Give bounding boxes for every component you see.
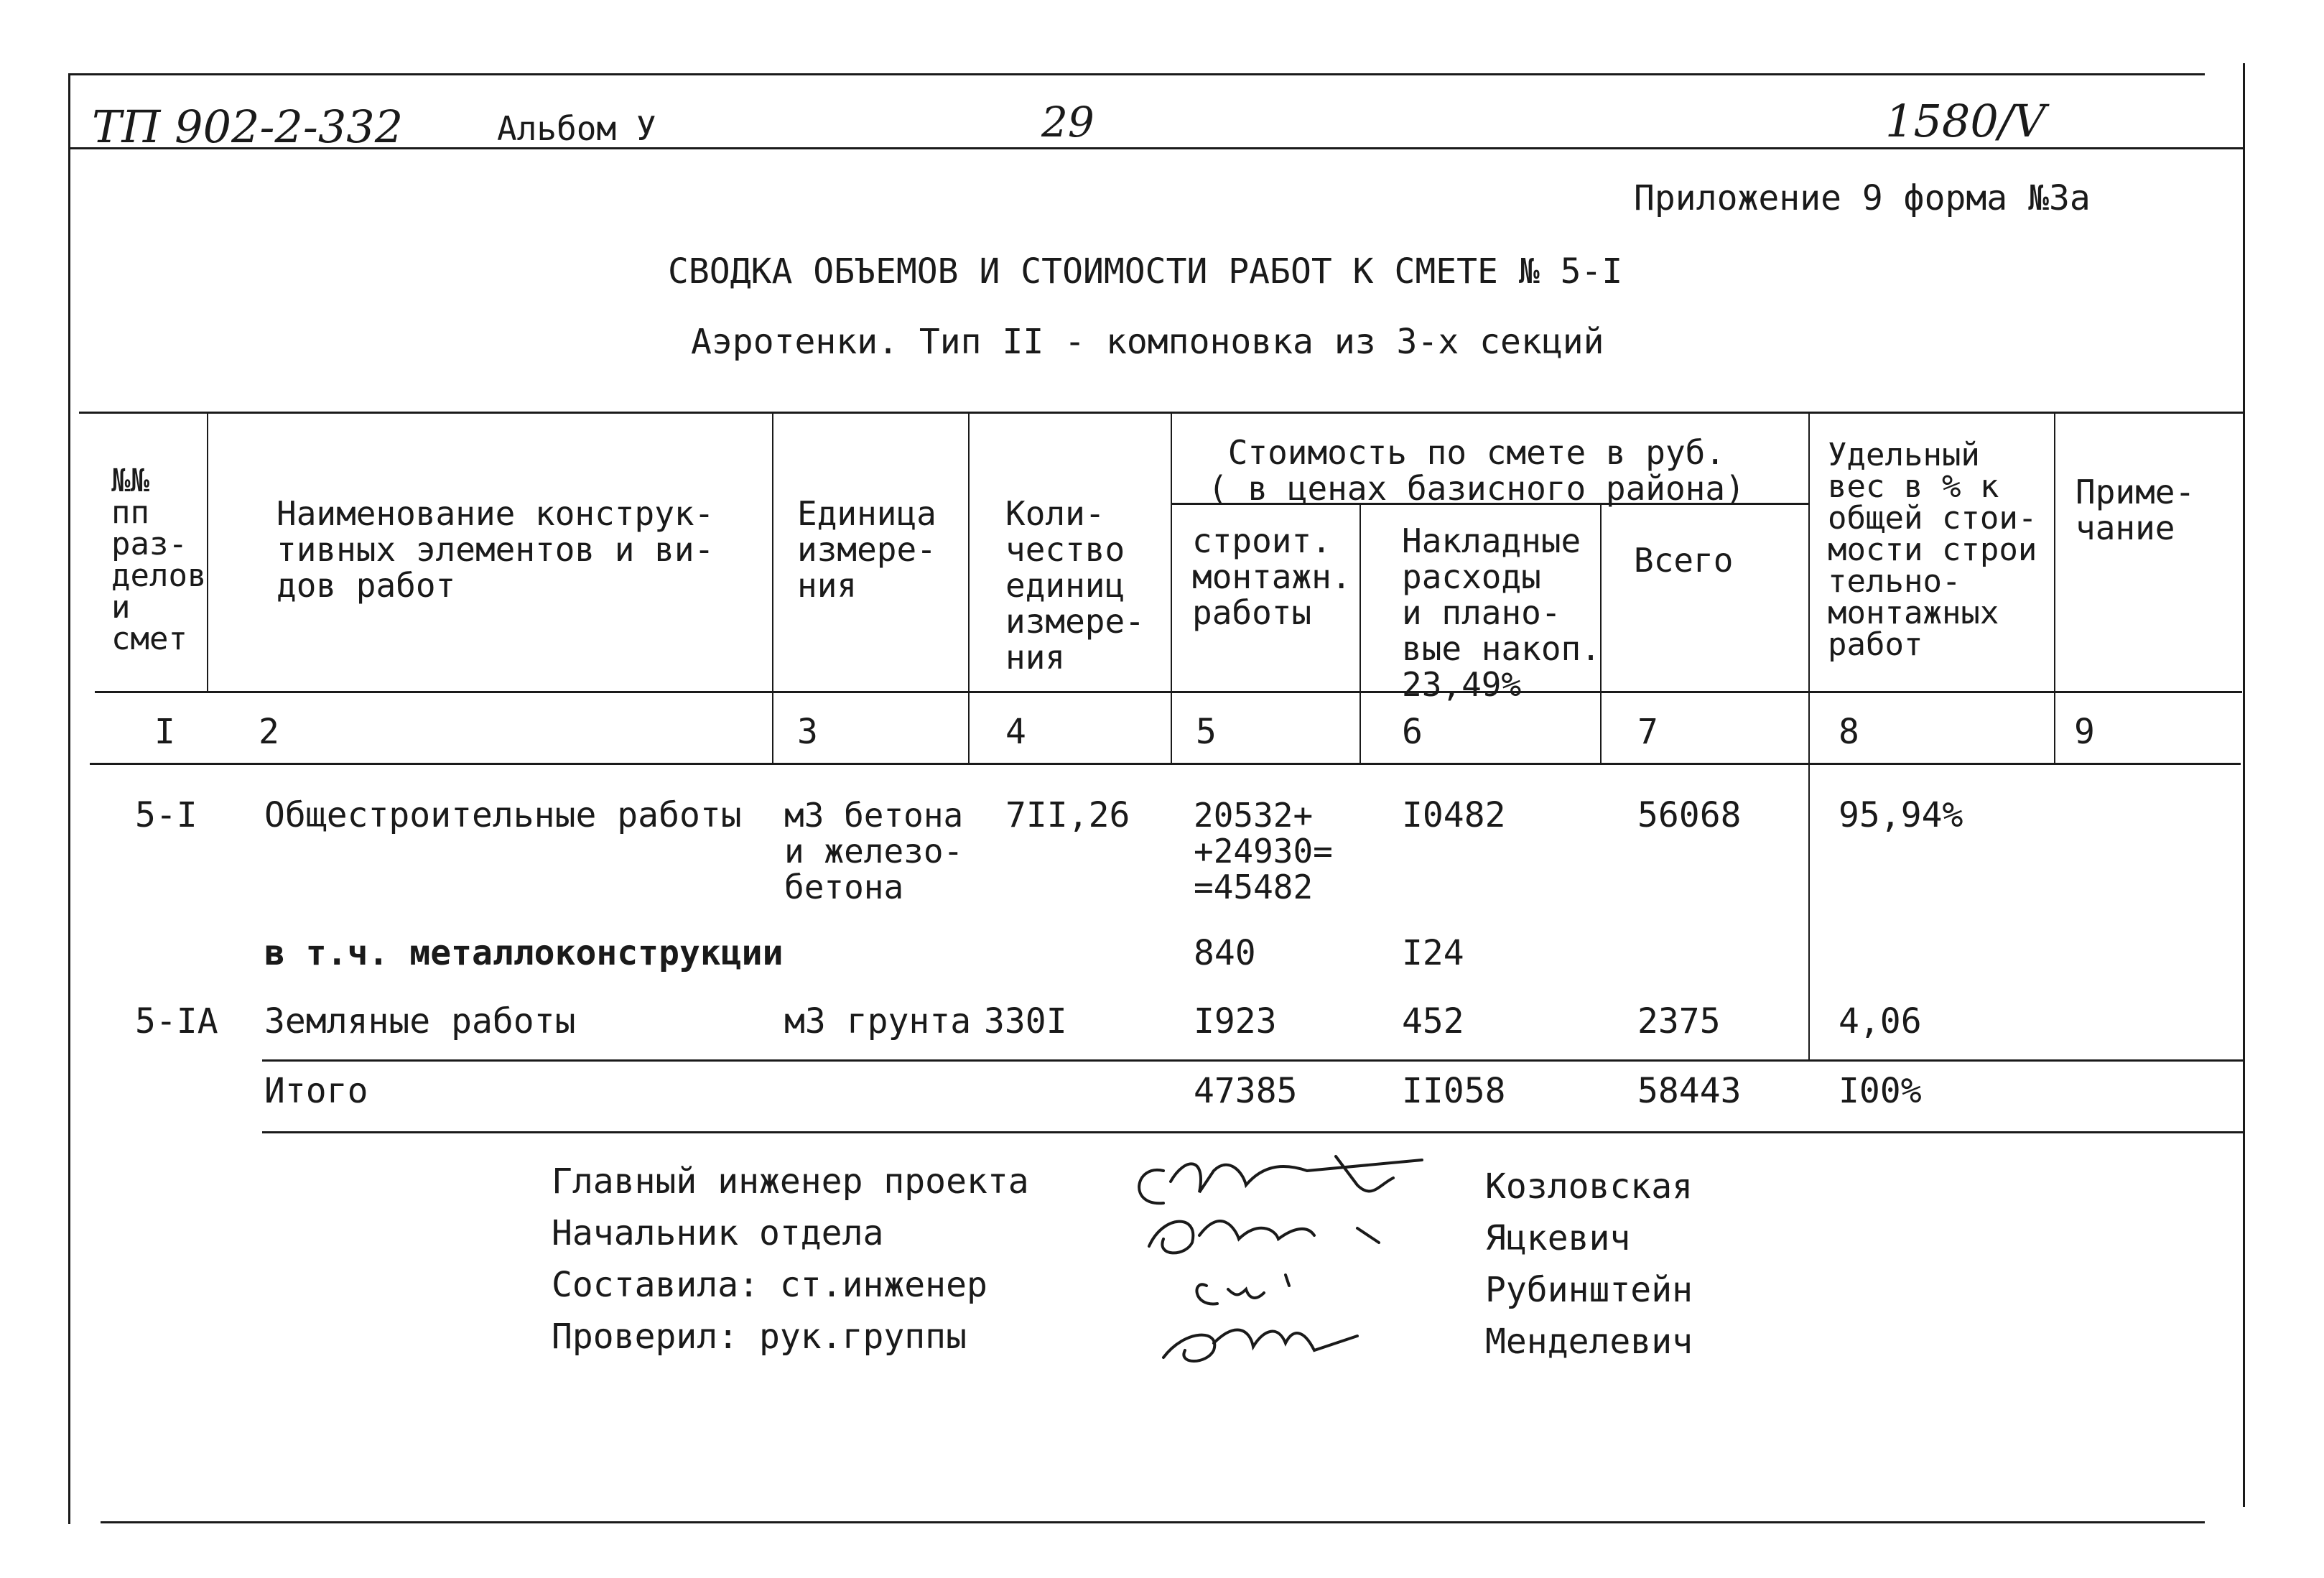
row-construction: 20532+ +24930= =45482 bbox=[1194, 796, 1333, 906]
row-unit: м3 бетона и железо- бетона bbox=[784, 796, 964, 906]
signature-image bbox=[1120, 1142, 1465, 1379]
document-subtitle: Аэротенки. Тип II - компоновка из 3-х секций bbox=[691, 322, 1604, 362]
row-construction: 840 bbox=[1194, 933, 1256, 973]
header-note: Приме- чание bbox=[2076, 473, 2195, 547]
row-unit: м3 грунта bbox=[784, 1001, 972, 1041]
row-name: в т.ч. металлоконструкции bbox=[264, 933, 784, 973]
row-num: 5-IA bbox=[135, 1001, 218, 1041]
header-num: №№ пп раз- делов и смет bbox=[111, 463, 207, 657]
row-construction: I923 bbox=[1194, 1001, 1277, 1041]
column-number: 5 bbox=[1196, 712, 1217, 752]
row-qty: 330I bbox=[984, 1001, 1067, 1041]
header-qty: Коли- чество единиц измере- ния bbox=[1005, 494, 1145, 677]
total-label: Итого bbox=[264, 1071, 368, 1111]
signer-name: Менделевич bbox=[1485, 1322, 1693, 1362]
header-name: Наименование конструк- тивных элементов и ви- дов работ bbox=[276, 494, 715, 605]
signer-name: Рубинштейн bbox=[1485, 1270, 1693, 1310]
project-code: ТП 902-2-332 bbox=[92, 101, 404, 153]
total-construction: 47385 bbox=[1194, 1071, 1298, 1111]
signer-name: Яцкевич bbox=[1485, 1218, 1631, 1258]
document-number: 1580/V bbox=[1885, 95, 2046, 147]
signer-role: Составила: ст.инженер bbox=[552, 1265, 987, 1305]
row-overhead: I0482 bbox=[1402, 795, 1506, 835]
album-label: Альбом У bbox=[497, 109, 656, 148]
appendix-label: Приложение 9 форма №3а bbox=[1634, 178, 2091, 218]
row-overhead: 452 bbox=[1402, 1001, 1464, 1041]
total-total: 58443 bbox=[1637, 1071, 1742, 1111]
header-share: Удельный вес в % к общей стои- мости строи тельно- монтажных работ bbox=[1828, 437, 2037, 663]
header-cost-construction: строит. монтажн. работы bbox=[1192, 521, 1352, 632]
total-share: I00% bbox=[1839, 1071, 1922, 1111]
signer-role: Проверил: рук.группы bbox=[552, 1317, 967, 1357]
column-number: 3 bbox=[797, 712, 818, 752]
row-name: Общестроительные работы bbox=[264, 795, 742, 835]
column-number: 8 bbox=[1839, 712, 1859, 752]
page-number: 29 bbox=[1041, 98, 1094, 147]
row-name: Земляные работы bbox=[264, 1001, 576, 1041]
column-number: 6 bbox=[1402, 712, 1423, 752]
column-number: 9 bbox=[2074, 712, 2095, 752]
row-share: 95,94% bbox=[1839, 795, 1963, 835]
header-cost-total: Всего bbox=[1634, 541, 1734, 580]
header-cost-overhead: Накладные расходы и плано- вые накоп. 23,49% bbox=[1402, 521, 1601, 704]
column-number: 2 bbox=[259, 712, 279, 752]
signer-role: Начальник отдела bbox=[552, 1213, 884, 1253]
row-overhead: I24 bbox=[1402, 933, 1464, 973]
document-title: СВОДКА ОБЪЕМОВ И СТОИМОСТИ РАБОТ К СМЕТЕ № 5-I bbox=[668, 251, 1623, 292]
row-num: 5-I bbox=[135, 795, 197, 835]
header-cost-group: Стоимость по смете в руб. ( в ценах базисного района) bbox=[1208, 433, 1745, 508]
column-number: 4 bbox=[1005, 712, 1026, 752]
column-number: I bbox=[154, 712, 175, 752]
total-overhead: II058 bbox=[1402, 1071, 1506, 1111]
signer-role: Главный инженер проекта bbox=[552, 1161, 1029, 1202]
row-qty: 7II,26 bbox=[1005, 795, 1130, 835]
signer-name: Козловская bbox=[1485, 1166, 1693, 1207]
row-share: 4,06 bbox=[1839, 1001, 1922, 1041]
row-total: 56068 bbox=[1637, 795, 1742, 835]
header-unit: Единица измере- ния bbox=[797, 494, 936, 605]
row-total: 2375 bbox=[1637, 1001, 1721, 1041]
column-number: 7 bbox=[1637, 712, 1658, 752]
